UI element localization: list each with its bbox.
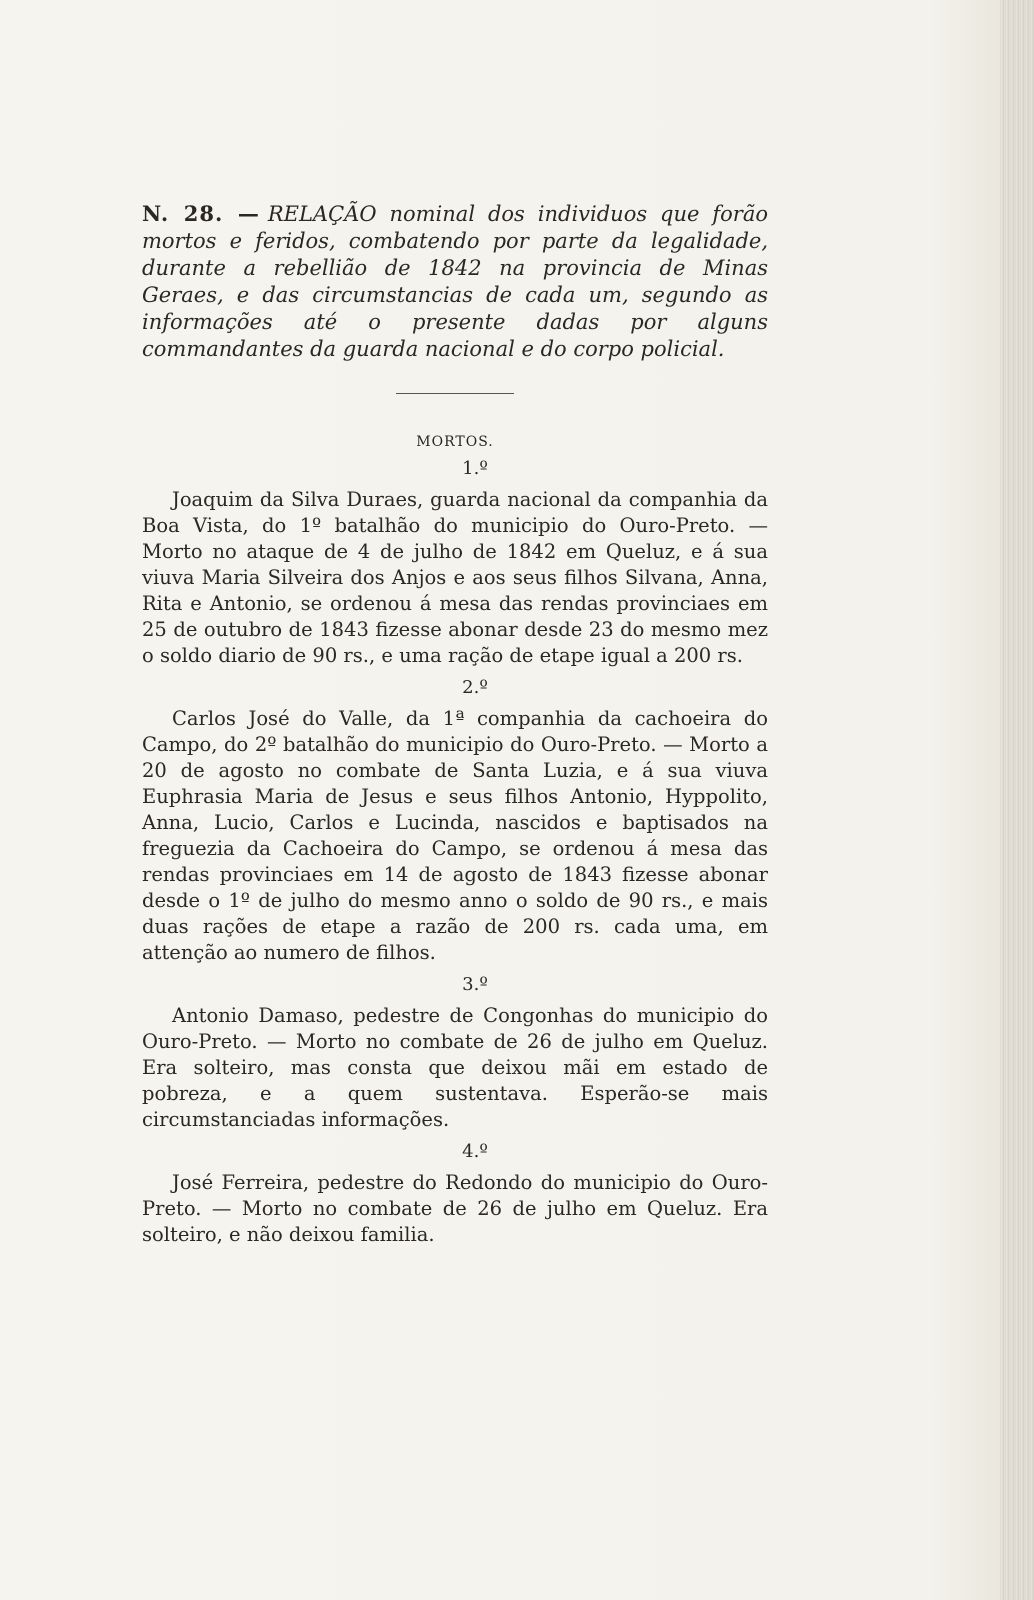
entry [142,974,768,1133]
entry [142,677,768,966]
entry-number: 2.º [462,677,488,698]
section-title: MORTOS. [416,434,494,450]
entry-text: Joaquim da Silva Duraes, guarda nacional da companhia da Boa Vista, do 1º batalhão do municipio do Ouro-Preto. — Morto no ataque de 4 de julho de 1842 em Queluz, e á sua viuva Maria Silveira dos Anjos e aos seus filhos Silvana, Anna, Rita e Antonio, se ordenou á mesa das rendas provinciaes em 25 de outubro de 1843 fizesse abonar desde 23 do mesmo mez o soldo diario de 90 rs., e uma ração de etape igual a 200 rs. [142,488,768,667]
heading-number: N. 28. — [142,201,260,226]
entry-text: Antonio Damaso, pedestre de Congonhas do municipio do Ouro-Preto. — Morto no combate de 26 de julho em Queluz. Era solteiro, mas consta que deixou mãi em estado de pobreza, e a quem sustentava. Esperão-se mais circumstanciadas informações. [142,1004,768,1131]
heading-rule [396,393,514,394]
entry-number: 4.º [462,1141,488,1162]
document-heading [142,200,768,363]
entry [142,458,768,669]
entry-text: José Ferreira, pedestre do Redondo do municipio do Ouro-Preto. — Morto no combate de 26 de julho em Queluz. Era solteiro, e não deixou familia. [142,1171,768,1246]
heading-text: RELAÇÃO nominal dos individuos que forão mortos e feridos, combatendo por parte da legalidade, durante a rebellião de 1842 na provincia de Minas Geraes, e das circumstancias de cada um, segundo as informações até o presente dadas por alguns commandantes da guarda nacional e do corpo policial. [142,202,768,361]
entry-text: Carlos José do Valle, da 1ª companhia da cachoeira do Campo, do 2º batalhão do municipio do Ouro-Preto. — Morto a 20 de agosto no combate de Santa Luzia, e á sua viuva Euphrasia Maria de Jesus e seus filhos Antonio, Hyppolito, Anna, Lucio, Carlos e Lucinda, nascidos e baptisados na freguezia da Cachoeira do Campo, se ordenou á mesa das rendas provinciaes em 14 de agosto de 1843 fizesse abonar desde o 1º de julho do mesmo anno o soldo de 90 rs., e mais duas rações de etape a razão de 200 rs. cada uma, em attenção ao numero de filhos. [142,707,768,964]
entry-number: 1.º [462,458,488,479]
entry-number: 3.º [462,974,488,995]
entry [142,1141,768,1248]
document-body [142,200,768,1248]
page-edge [1000,0,1034,1600]
